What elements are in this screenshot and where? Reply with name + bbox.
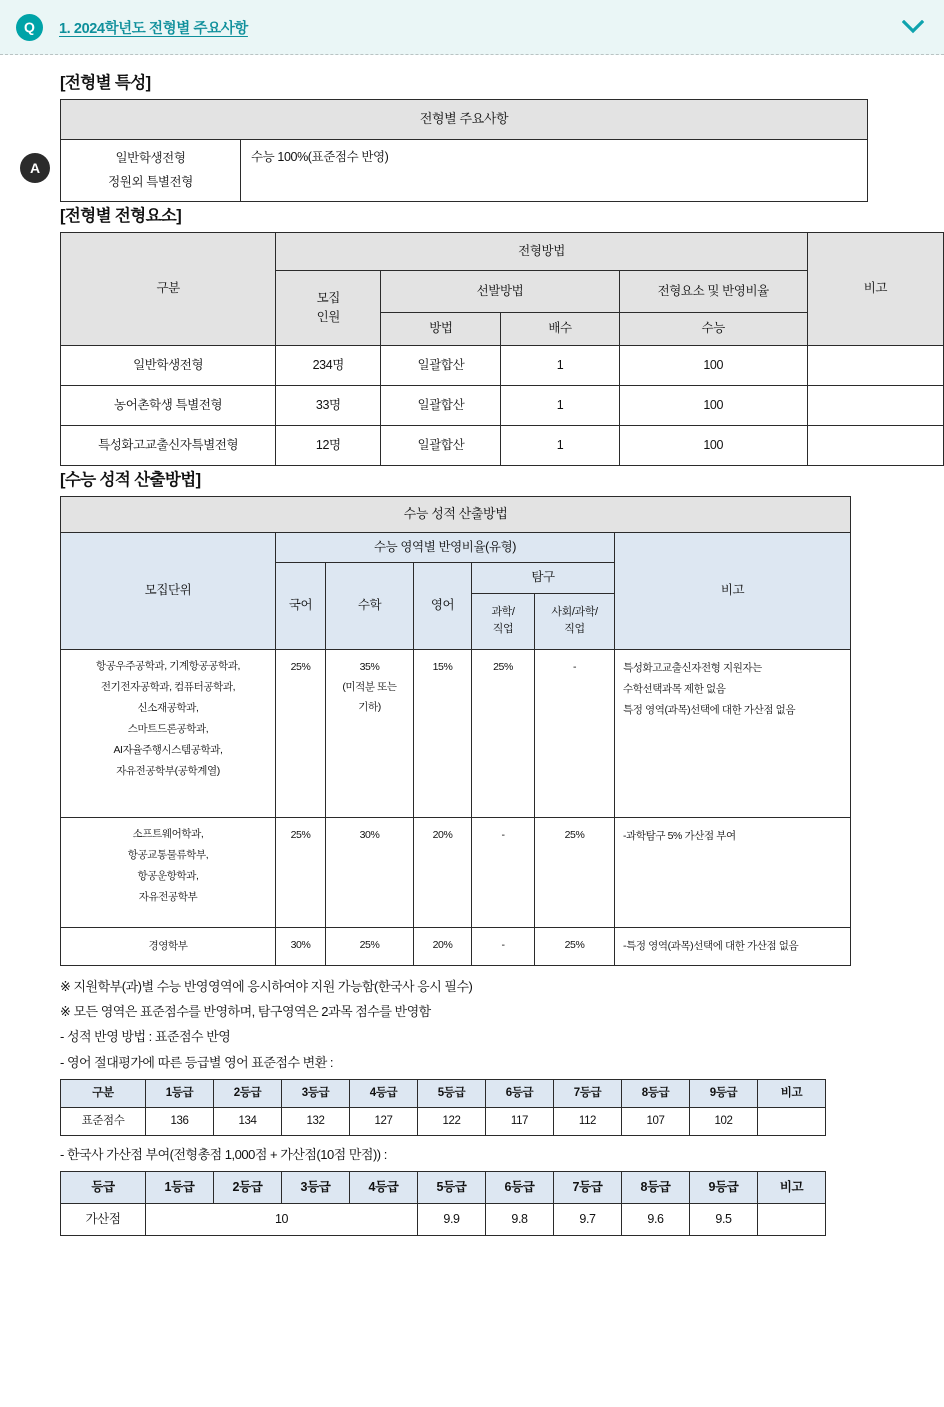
t2-row1-recruit: 33명 [276, 386, 381, 426]
t2-header-method: 전형방법 [276, 233, 808, 271]
eng-header-grade-8: 8등급 [622, 1080, 690, 1108]
t3-row2-remark-0: -특정 영역(과목)선택에 대한 가산점 없음 [623, 939, 799, 952]
t3-header-korean: 국어 [276, 563, 326, 649]
t2-row0-recruit: 234명 [276, 346, 381, 386]
t2-row2-suneung: 100 [619, 426, 807, 466]
hist-header-label: 등급 [61, 1172, 146, 1204]
answer-badge-icon: A [20, 153, 50, 183]
hist-header-grade-7: 7등급 [554, 1172, 622, 1204]
t3-row2-korean: 30% [276, 927, 326, 965]
content-column [60, 69, 928, 1236]
eng-value-7: 112 [554, 1108, 622, 1136]
eng-value-5: 122 [418, 1108, 486, 1136]
t2-row1-remark [807, 386, 943, 426]
t2-header-way: 방법 [381, 313, 501, 346]
t2-row1-multiple: 1 [501, 386, 619, 426]
t1-value-cell: 수능 100%(표준점수 반영) [241, 140, 868, 202]
hist-value-6: 9.8 [486, 1204, 554, 1236]
t2-header-multiple: 배수 [501, 313, 619, 346]
t3-row2-soc-sci-voc: 25% [535, 927, 615, 965]
eng-value-6: 117 [486, 1108, 554, 1136]
t3-row1-remark [615, 817, 851, 927]
t3-row0-math-2: 기하) [358, 700, 381, 713]
t2-header-selection: 선발방법 [381, 271, 619, 313]
t1-header-cell: 전형별 주요사항 [61, 100, 868, 140]
note-item-3: - 영어 절대평가에 따른 등급별 영어 표준점수 변환 : [60, 1054, 333, 1070]
chevron-down-icon[interactable] [898, 12, 928, 42]
t2-header-recruit-line1: 모집 [316, 290, 340, 305]
t3-row1-unit-1: 항공교통물류학부, [127, 848, 209, 861]
t3-row2-remark [615, 927, 851, 965]
t3-header-social-science-vocational [535, 593, 615, 649]
t3-row1-unit-2: 항공운항학과, [137, 869, 199, 882]
table-row [61, 140, 868, 202]
t2-header-suneung: 수능 [619, 313, 807, 346]
t3-row0-english: 15% [414, 649, 472, 817]
t2-row2-recruit: 12명 [276, 426, 381, 466]
t3-row0-remark-0: 특성화고교출신자전형 지원자는 [623, 661, 762, 674]
t3-row0-remark [615, 649, 851, 817]
table-row [61, 386, 944, 426]
table-score-calculation [60, 496, 851, 966]
t3-row0-unit-0: 항공우주공학과, 기계항공공학과, [96, 659, 240, 672]
eng-header-grade-9: 9등급 [690, 1080, 758, 1108]
t3-row1-math [326, 817, 414, 927]
table-row [61, 233, 944, 271]
table-row [61, 100, 868, 140]
t3-row0-math-0: 35% [359, 660, 380, 673]
answer-body [0, 55, 944, 1236]
t2-row0-way: 일괄합산 [381, 346, 501, 386]
hist-value-9: 9.5 [690, 1204, 758, 1236]
t2-header-gubun: 구분 [61, 233, 276, 346]
table-row [61, 1172, 826, 1204]
t2-header-remark: 비고 [807, 233, 943, 346]
t2-header-recruit-line2: 인원 [316, 310, 340, 324]
hist-merged-value: 10 [146, 1204, 418, 1236]
eng-value-8: 107 [622, 1108, 690, 1136]
note-item-2: - 성적 반영 방법 : 표준점수 반영 [60, 1029, 231, 1045]
table-korean-history-bonus [60, 1171, 826, 1236]
t3-row0-unit-4: AI자율주행시스템공학과, [113, 743, 223, 756]
eng-value-3: 132 [282, 1108, 350, 1136]
t3-row0-math [326, 649, 414, 817]
hist-value-5: 9.9 [418, 1204, 486, 1236]
korean-history-note: - 한국사 가산점 부여(전형총점 1,000점 + 가산점(10점 만점)) : [60, 1147, 387, 1163]
t3-row1-units [61, 817, 276, 927]
hist-header-grade-2: 2등급 [214, 1172, 282, 1204]
hist-header-grade-8: 8등급 [622, 1172, 690, 1204]
eng-row-label: 표준점수 [61, 1108, 146, 1136]
table-row [61, 426, 944, 466]
eng-header-grade-3: 3등급 [282, 1080, 350, 1108]
t3-row2-sci-voc: - [472, 927, 535, 965]
eng-header-grade-5: 5등급 [418, 1080, 486, 1108]
t3-row0-unit-5: 자유전공학부(공학계열) [116, 764, 220, 777]
eng-value-9: 102 [690, 1108, 758, 1136]
eng-value-2: 134 [214, 1108, 282, 1136]
hist-header-grade-9: 9등급 [690, 1172, 758, 1204]
t3-row0-unit-2: 신소재공학과, [137, 701, 199, 714]
t3-row1-math-0: 30% [359, 828, 380, 841]
eng-header-label: 구분 [61, 1080, 146, 1108]
t3-header-sci-voc-line2: 직업 [492, 623, 514, 636]
t2-header-elements-ratio: 전형요소 및 반영비율 [619, 271, 807, 313]
table-row [61, 346, 944, 386]
t3-row2-math-0: 25% [359, 939, 380, 952]
note-item-0: ※ 지원학부(과)별 수능 반영영역에 응시하여야 지원 가능함(한국사 응시 필수) [60, 978, 473, 994]
t2-row0-multiple: 1 [501, 346, 619, 386]
section-heading-admission-characteristics: [전형별 특성] [60, 74, 151, 92]
table-row [61, 1108, 826, 1136]
t2-row1-name: 농어촌학생 특별전형 [61, 386, 276, 426]
hist-remark-value [758, 1204, 826, 1236]
t3-row1-unit-0: 소프트웨어학과, [132, 827, 204, 840]
t3-row0-remark-2: 특정 영역(과목)선택에 대한 가산점 없음 [623, 703, 796, 716]
t3-header-english: 영어 [414, 563, 472, 649]
t2-row0-remark [807, 346, 943, 386]
t2-header-recruit [276, 271, 381, 346]
hist-value-8: 9.6 [622, 1204, 690, 1236]
t3-row2-units [61, 927, 276, 965]
t3-header-soc-sci-voc-line1: 사회/과학/ [551, 606, 598, 619]
t2-row0-name: 일반학생전형 [61, 346, 276, 386]
hist-header-grade-5: 5등급 [418, 1172, 486, 1204]
table-admission-characteristics [60, 99, 868, 202]
section-heading-admission-elements: [전형별 전형요소] [60, 207, 182, 225]
hist-row-label: 가산점 [61, 1204, 146, 1236]
t3-row1-korean: 25% [276, 817, 326, 927]
hist-value-7: 9.7 [554, 1204, 622, 1236]
t3-header-unit: 모집단위 [61, 533, 276, 650]
table-row [61, 533, 851, 563]
t2-row1-suneung: 100 [619, 386, 807, 426]
t3-row2-english: 20% [414, 927, 472, 965]
question-header-bar[interactable] [0, 0, 944, 55]
eng-remark-value [758, 1108, 826, 1136]
question-title[interactable]: 1. 2024학년도 전형별 주요사항 [59, 20, 248, 37]
eng-header-grade-1: 1등급 [146, 1080, 214, 1108]
t3-header-explore: 탐구 [472, 563, 615, 593]
t2-row2-name: 특성화고교출신자특별전형 [61, 426, 276, 466]
eng-header-grade-4: 4등급 [350, 1080, 418, 1108]
section-heading-score-calculation: [수능 성적 산출방법] [60, 471, 201, 489]
score-calculation-notes [60, 974, 928, 1075]
t2-row1-way: 일괄합산 [381, 386, 501, 426]
question-badge-icon: Q [16, 14, 43, 41]
eng-value-1: 136 [146, 1108, 214, 1136]
table-row [61, 1204, 826, 1236]
eng-header-remark: 비고 [758, 1080, 826, 1108]
t3-row0-unit-3: 스마트드론공학과, [127, 722, 209, 735]
t3-row0-remark-1: 수학선택과목 제한 없음 [623, 682, 726, 695]
t2-row2-way: 일괄합산 [381, 426, 501, 466]
t3-header-sci-voc-line1: 과학/ [491, 606, 515, 619]
t3-row0-units [61, 649, 276, 817]
table-row [61, 927, 851, 965]
t3-row0-sci-voc: 25% [472, 649, 535, 817]
t3-row1-remark-0: -과학탐구 5% 가산점 부여 [623, 829, 736, 842]
t1-label-cell [61, 140, 241, 202]
t3-row0-korean: 25% [276, 649, 326, 817]
t3-row1-english: 20% [414, 817, 472, 927]
hist-header-grade-4: 4등급 [350, 1172, 418, 1204]
hist-header-grade-1: 1등급 [146, 1172, 214, 1204]
t3-row2-unit-0: 경영학부 [148, 939, 188, 952]
t3-row1-soc-sci-voc: 25% [535, 817, 615, 927]
t3-header-soc-sci-voc-line2: 직업 [564, 623, 585, 636]
hist-header-grade-6: 6등급 [486, 1172, 554, 1204]
t2-row0-suneung: 100 [619, 346, 807, 386]
t2-row2-multiple: 1 [501, 426, 619, 466]
note-item-1: ※ 모든 영역은 표준점수를 반영하며, 탐구영역은 2과목 점수를 반영함 [60, 1004, 431, 1020]
t3-header-math: 수학 [326, 563, 414, 649]
t3-header-science-vocational [472, 593, 535, 649]
t3-row1-sci-voc: - [472, 817, 535, 927]
t3-row0-unit-1: 전기전자공학과, 컴퓨터공학과, [100, 680, 236, 693]
eng-value-4: 127 [350, 1108, 418, 1136]
t3-row2-math [326, 927, 414, 965]
table-english-standard-score [60, 1079, 826, 1136]
t3-row1-unit-3: 자유전공학부 [138, 890, 198, 903]
hist-header-remark: 비고 [758, 1172, 826, 1204]
t3-header-ratio-group: 수능 영역별 반영비율(유형) [276, 533, 615, 563]
eng-header-grade-6: 6등급 [486, 1080, 554, 1108]
table-admission-elements [60, 232, 944, 466]
t3-header-remark: 비고 [615, 533, 851, 650]
t1-label-line2: 정원외 특별전형 [108, 174, 193, 189]
table-row [61, 497, 851, 533]
t3-row0-math-1: (미적분 또는 [342, 680, 397, 693]
t3-row0-soc-sci-voc: - [535, 649, 615, 817]
eng-header-grade-7: 7등급 [554, 1080, 622, 1108]
table-row [61, 1080, 826, 1108]
t1-label-line1: 일반학생전형 [115, 150, 186, 165]
t2-row2-remark [807, 426, 943, 466]
table-row [61, 649, 851, 817]
hist-header-grade-3: 3등급 [282, 1172, 350, 1204]
table-row [61, 817, 851, 927]
eng-header-grade-2: 2등급 [214, 1080, 282, 1108]
t3-table-title: 수능 성적 산출방법 [61, 497, 851, 533]
